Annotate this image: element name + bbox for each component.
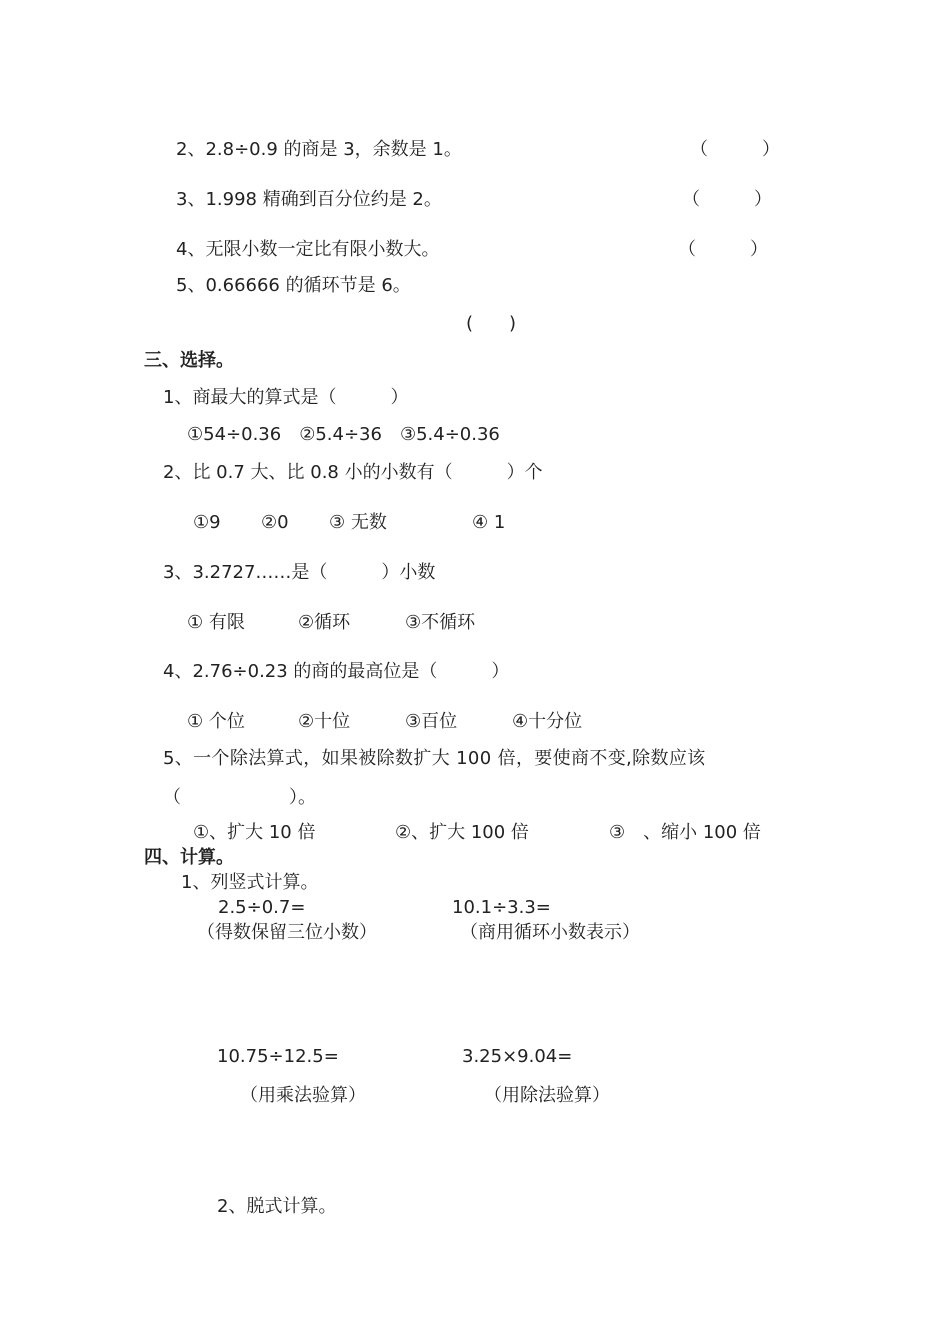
judge-q4-paren: （ ）	[678, 239, 768, 260]
choice-q2-text: 2、比 0.7 大、比 0.8 小的小数有（ ）个	[163, 462, 543, 483]
calc-sub2: 2、脱式计算。	[217, 1196, 337, 1217]
calc-sub1: 1、列竖式计算。	[181, 872, 319, 893]
judge-q4-text: 4、无限小数一定比有限小数大。	[176, 239, 440, 260]
choice-q3-opt1: ① 有限	[187, 612, 245, 633]
choice-q4-text: 4、2.76÷0.23 的商的最高位是（ ）	[163, 661, 510, 682]
judge-q3-paren: （ ）	[682, 189, 772, 210]
judge-q2-text: 2、2.8÷0.9 的商是 3，余数是 1。	[176, 139, 462, 160]
choice-q2-opt2: ②0	[261, 512, 289, 533]
calc-e3: 10.75÷12.5=	[217, 1046, 339, 1067]
choice-q3-opt3: ③不循环	[405, 612, 476, 633]
calc-e2: 10.1÷3.3=	[452, 897, 551, 918]
choice-q2-opt3: ③ 无数	[329, 512, 387, 533]
choice-q3-opt2: ②循环	[298, 612, 351, 633]
choice-q5-opt1: ①、扩大 10 倍	[193, 822, 316, 843]
choice-q1-text: 1、商最大的算式是（ ）	[163, 387, 409, 408]
choice-heading: 三、选择。	[144, 350, 234, 371]
judge-q2-paren: （ ）	[690, 139, 780, 160]
choice-q1-options: ①54÷0.36 ②5.4÷36 ③5.4÷0.36	[187, 424, 500, 445]
judge-q3-text: 3、1.998 精确到百分位约是 2。	[176, 189, 442, 210]
calc-e1-note: （得数保留三位小数）	[197, 922, 377, 943]
judge-q5-text: 5、0.66666 的循环节是 6。	[176, 275, 411, 296]
calc-e3-note: （用乘法验算）	[240, 1085, 366, 1106]
calc-e1: 2.5÷0.7=	[218, 897, 306, 918]
choice-q5-opt2: ②、扩大 100 倍	[395, 822, 529, 843]
choice-q2-opt1: ①9	[193, 512, 221, 533]
choice-q5-line1: 5、一个除法算式，如果被除数扩大 100 倍，要使商不变,除数应该	[163, 748, 706, 769]
choice-q4-opt2: ②十位	[298, 711, 351, 732]
calc-e4: 3.25×9.04=	[462, 1046, 573, 1067]
choice-q2-opt4: ④ 1	[472, 512, 506, 533]
choice-q4-opt4: ④十分位	[512, 711, 583, 732]
choice-q5-opt3: ③ 、缩小 100 倍	[609, 822, 761, 843]
choice-q4-opt3: ③百位	[405, 711, 458, 732]
calc-e4-note: （用除法验算）	[484, 1085, 610, 1106]
choice-q3-text: 3、3.2727……是（ ）小数	[163, 562, 436, 583]
calc-e2-note: （商用循环小数表示）	[460, 922, 640, 943]
choice-q5-line2: （ ）。	[163, 787, 316, 808]
calc-heading: 四、计算。	[144, 847, 234, 868]
choice-q4-opt1: ① 个位	[187, 711, 245, 732]
judge-q5-paren: ( )	[466, 313, 517, 334]
